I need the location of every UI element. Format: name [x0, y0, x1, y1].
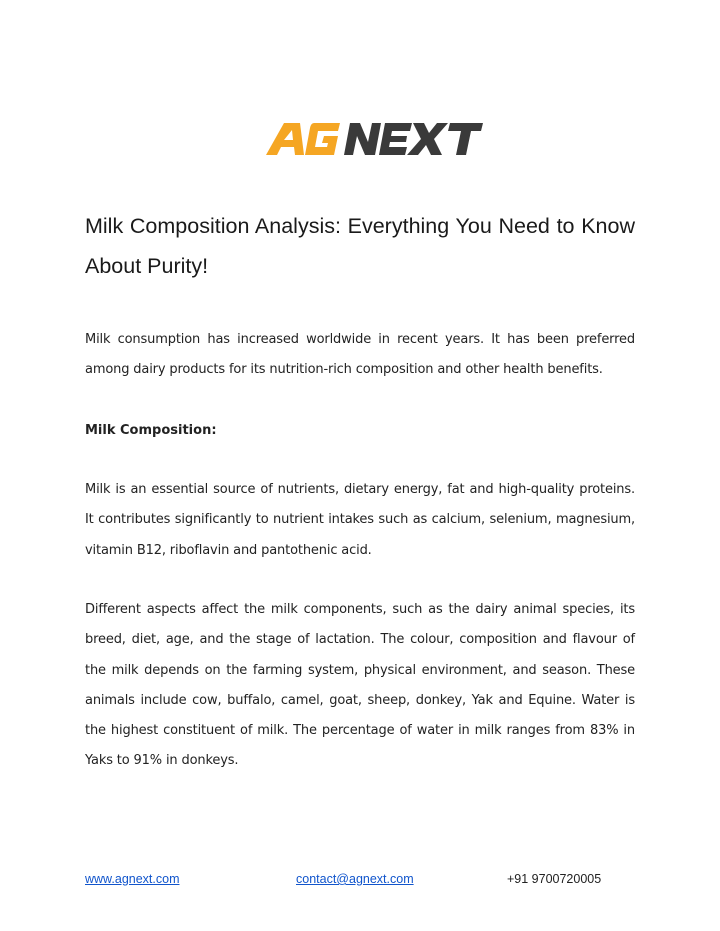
footer-email-link[interactable]: contact@agnext.com	[296, 872, 414, 886]
footer-phone: +91 9700720005	[507, 872, 602, 886]
logo-letter-n	[344, 123, 381, 155]
logo-letter-a	[266, 123, 304, 155]
nutrients-paragraph: Milk is an essential source of nutrients, dietary energy, fat and high-quality proteins. It contributes significantly to nutrient intakes such as calcium, selenium, magnesium, vitamin B12, riboflavin and pantothenic acid.	[85, 482, 635, 558]
logo-letter-t	[448, 123, 483, 155]
logo-letter-x	[407, 123, 448, 155]
footer-website-link[interactable]: www.agnext.com	[85, 872, 180, 886]
intro-paragraph: Milk consumption has increased worldwide in recent years. It has been preferred among dairy products for its nutrition-rich composition and other health benefits.	[85, 332, 635, 378]
document-title: Milk Composition Analysis: Everything You Need to Know About Purity!	[85, 214, 635, 278]
logo-letter-g	[305, 123, 340, 155]
components-paragraph: Different aspects affect the milk components, such as the dairy animal species, its breed, diet, age, and the stage of lactation. The colour, composition and flavour of the milk depends on the farming system, physical environment, and season. These animals include cow, buffalo, camel, goat, sheep, donkey, Yak and Equine. Water is the highest constituent of milk. The percentage of water in milk ranges from 83% in Yaks to 91% in donkeys.	[85, 602, 635, 769]
agnext-logo	[264, 122, 484, 156]
logo-letter-e	[379, 123, 412, 155]
section-heading: Milk Composition:	[85, 423, 217, 438]
